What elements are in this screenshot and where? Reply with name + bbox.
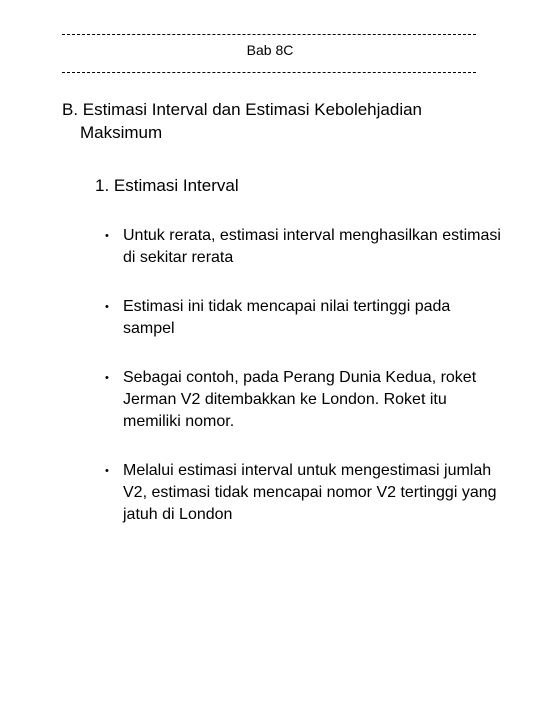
bullet-item xyxy=(105,460,505,526)
bullet-text: Untuk rerata, estimasi interval menghasilkan estimasi di sekitar rerata xyxy=(123,227,501,266)
bullet-icon: • xyxy=(105,301,109,313)
bullet-text: Melalui estimasi interval untuk mengestimasi jumlah V2, estimasi tidak mencapai nomor V2 tertinggi yang jatuh di London xyxy=(123,462,497,523)
bullet-item xyxy=(105,225,505,269)
bullet-icon: • xyxy=(105,230,109,242)
bullet-icon: • xyxy=(105,372,109,384)
header-bottom-divider xyxy=(62,72,476,73)
bullet-item xyxy=(105,296,505,340)
header-top-divider xyxy=(62,34,476,35)
bullet-item xyxy=(105,367,505,433)
page-header-title: Bab 8C xyxy=(246,42,294,58)
sub-heading: 1. Estimasi Interval xyxy=(95,176,239,195)
bullet-text: Sebagai contoh, pada Perang Dunia Kedua, roket Jerman V2 ditembakkan ke London. Roket itu memiliki nomor. xyxy=(123,369,477,430)
bullet-text: Estimasi ini tidak mencapai nilai tertinggi pada sampel xyxy=(123,298,451,337)
bullet-icon: • xyxy=(105,465,109,477)
section-heading: B. Estimasi Interval dan Estimasi Kebolehjadian Maksimum xyxy=(62,100,423,142)
bullet-list xyxy=(105,225,505,553)
